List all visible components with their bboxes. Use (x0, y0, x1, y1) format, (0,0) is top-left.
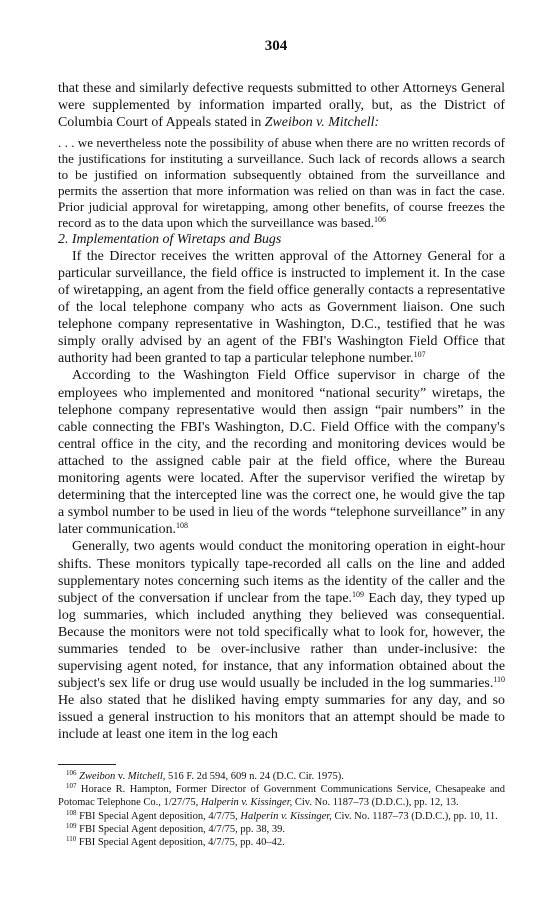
footnote-text: FBI Special Agent deposition, 4/7/75, pp. 40–42. (78, 837, 285, 849)
paragraph-intro (58, 80, 505, 131)
footnote-106 (58, 770, 505, 783)
footnote-107 (58, 783, 505, 809)
footnotes (58, 770, 505, 849)
section-heading: 2. Implementation of Wiretaps and Bugs (58, 231, 282, 247)
footnote-text: 516 F. 2d 594, 609 n. 24 (D.C. Cir. 1975). (165, 771, 344, 782)
footnote-ref-107: 107 (413, 350, 426, 360)
footnote-number: 110 (66, 835, 77, 844)
footnote-italic: Mitchell, (127, 771, 166, 782)
footnote-109 (58, 823, 505, 836)
paragraph-monitoring (58, 538, 505, 743)
paragraph-intro-text: that these and similarly defective requests submitted to other Attorneys General were supplemented by information imparted orally, but, as the District of Columbia Court of Appeals stated in (58, 81, 505, 131)
paragraph-monitoring-text-a: Generally, two agents would conduct the monitoring operation in eight-hour shifts. These monitors typically tape-recorded all calls on the line and added supplementary notes concerning such items as the identity of the caller and the subject of the conversation if unclear from the tape. (58, 539, 505, 606)
footnote-108 (58, 810, 505, 823)
footnote-number: 109 (66, 821, 77, 830)
paragraph-monitoring-text-c: He also stated that he disliked having empty summaries for any day, and so issued a general instruction to his monitors that an attempt should be made to include at least one item in the log each (58, 693, 505, 743)
footnote-ref-108: 108 (176, 521, 189, 531)
footnote-ref-109: 109 (351, 589, 364, 599)
main-text (58, 80, 505, 744)
footnote-text: Civ. No. 1187–73 (D.D.C.), pp. 10, 11. (331, 810, 498, 822)
case-citation: Zweibon v. Mitchell: (264, 115, 380, 131)
footnote-number: 108 (66, 808, 77, 817)
footnote-number: 107 (66, 782, 77, 791)
block-quote (58, 131, 505, 230)
footnote-text: Civ. No. 1187–73 (D.D.C.), pp. 12, 13. (292, 797, 459, 809)
footnote-text: v. (115, 771, 128, 782)
footnote-number: 106 (66, 769, 77, 777)
footnote-italic: Halperin v. Kissinger, (240, 810, 332, 822)
footnote-ref-106: 106 (373, 214, 386, 224)
page-number: 304 (264, 38, 288, 54)
footnote-text: FBI Special Agent deposition, 4/7/75, pp. 38, 39. (79, 823, 286, 835)
footnote-divider (58, 764, 116, 765)
paragraph-monitoring-text-b: Each day, they typed up log summaries, which included anything they believed was consequential. Because the monitors were not told specifically what to look for, however, the summaries tended to be over-inclusive rather than under-inclusive: the supervising agent noted, for instance, that any information obtained about the subject's sex life or drug use would usually be included in the log summaries. (58, 590, 506, 692)
paragraph-field-office-text: According to the Washington Field Office supervisor in charge of the employees who implemented and monitored “national security” wiretaps, the telephone company representative would then assign “pair numbers” in the cable connecting the FBI's Washington, D.C. Field Office with the company's central office in the city, and the recording and monitoring devices would be attached to the assigned cable pair at the field office, where the Bureau monitoring agents were located. After the supervisor verified the wiretap by determining that the intercepted line was the correct one, he would give the tap a symbol number to be used in lieu of the words “telephone surveillance” in any later communication. (58, 368, 505, 538)
block-quote-text: . . . we nevertheless note the possibility of abuse when there are no written records of the justifications for instituting a surveillance. Such lack of records allows a search to be justified on information subsequently obtained from the surveillance and permits the assertion that more information was relied on than was in fact the case. Prior judicial approval for wiretapping, among other benefits, of course freezes the record as to the data upon which the surveillance was based. (58, 135, 505, 230)
footnote-italic: Halperin v. Kissinger, (200, 797, 293, 809)
paragraph-implementation (58, 248, 505, 368)
footnote-110 (58, 836, 505, 849)
paragraph-field-office (58, 367, 505, 538)
footnote-text: FBI Special Agent deposition, 4/7/75, (79, 810, 241, 822)
paragraph-implementation-text: If the Director receives the written approval of the Attorney General for a particular surveillance, the field office is instructed to implement it. In the case of wiretapping, an agent from the field office generally contacts a representative of the local telephone company who acts as Government liaison. One such telephone company representative in Washington, D.C., testified that he was simply orally advised by an agent of the FBI's Washington Field Office that authority had been granted to tap a particular telephone number. (58, 248, 505, 367)
footnote-ref-110: 110 (493, 675, 505, 685)
footnote-italic: Zweibon (79, 771, 116, 782)
footnote-text: Horace R. Hampton, Former Director of Government Communications Service, Chesapeake and Potomac Telephone Co., 1/27/75, (58, 784, 505, 809)
